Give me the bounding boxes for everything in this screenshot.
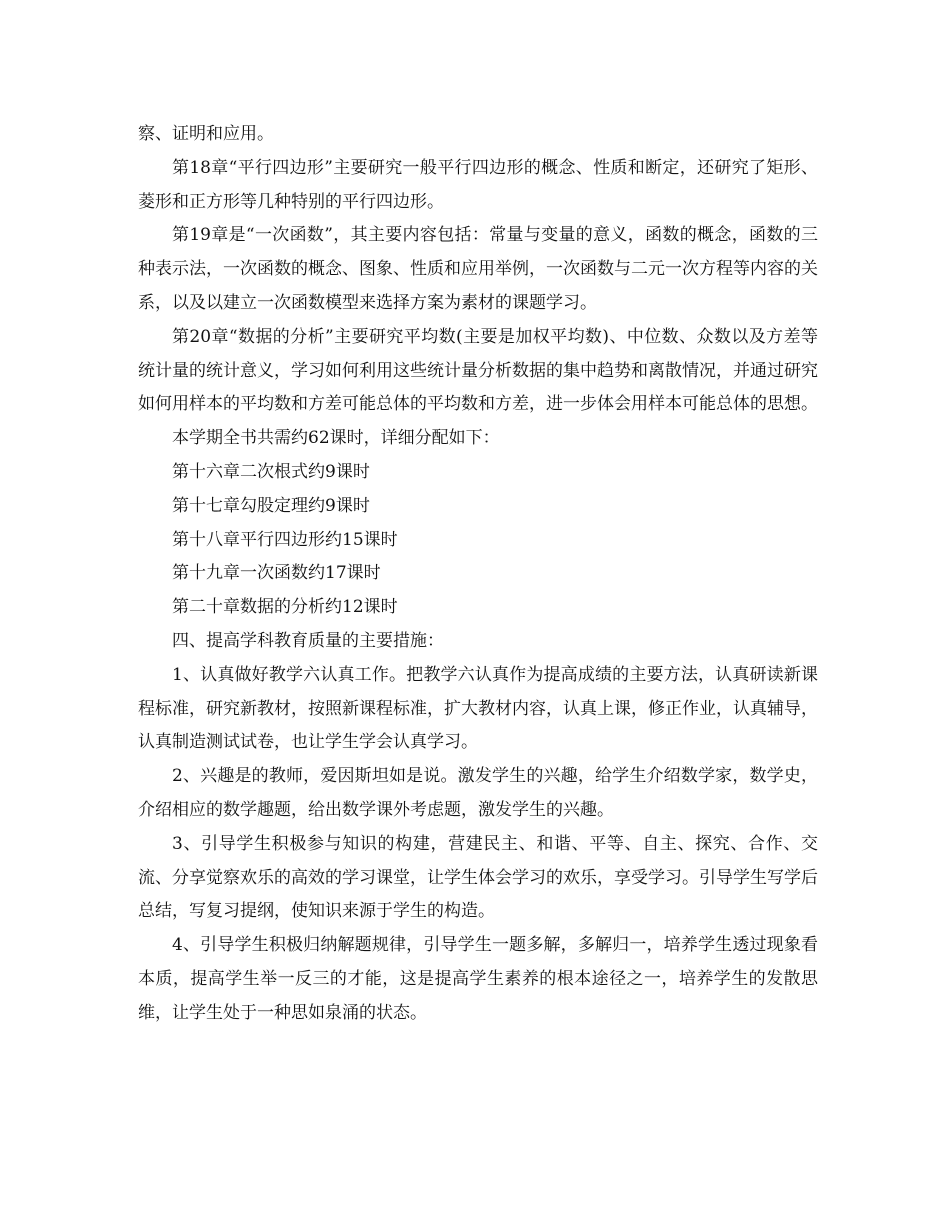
document-page	[138, 118, 818, 1031]
paragraph-chapter-20: 第20章“数据的分析”主要研究平均数(主要是加权平均数)、中位数、众数以及方差等统计量的统计意义，学习如何利用这些统计量分析数据的集中趋势和离散情况，并通过研究如何用样本的平均数和方差可能总体的平均数和方差，进一步体会用样本可能总体的思想。	[138, 326, 818, 415]
paragraph-measure-3: 3、引导学生积极参与知识的构建，营建民主、和谐、平等、自主、探究、合作、交流、分享觉察欢乐的高效的学习课堂，让学生体会学习的欢乐，享受学习。引导学生写学后总结，写复习提纲，使知识来源于学生的构造。	[138, 833, 818, 922]
paragraph-measure-1: 1、认真做好教学六认真工作。把教学六认真作为提高成绩的主要方法，认真研读新课程标准，研究新教材，按照新课程标准，扩大教材内容，认真上课，修正作业，认真辅导，认真制造测试试卷，也让学生学会认真学习。	[138, 664, 818, 753]
list-item-chapter-18-hours: 第十八章平行四边形约15课时	[172, 529, 398, 550]
list-item-chapter-19-hours: 第十九章一次函数约17课时	[172, 563, 381, 584]
list-item-chapter-17-hours: 第十七章勾股定理约9课时	[172, 495, 370, 516]
paragraph-measure-4: 4、引导学生积极归纳解题规律，引导学生一题多解，多解归一，培养学生透过现象看本质，提高学生举一反三的才能，这是提高学生素养的根本途径之一，培养学生的发散思维，让学生处于一种思如泉涌的状态。	[138, 935, 818, 1023]
paragraph-chapter-19: 第19章是“一次函数”，其主要内容包括：常量与变量的意义，函数的概念，函数的三种表示法，一次函数的概念、图象、性质和应用举例，一次函数与二元一次方程等内容的关系，以及以建立一次函数模型来选择方案为素材的课题学习。	[138, 225, 818, 313]
paragraph-chapter-18: 第18章“平行四边形”主要研究一般平行四边形的概念、性质和断定，还研究了矩形、菱形和正方形等几种特别的平行四边形。	[138, 157, 818, 212]
list-item-chapter-20-hours: 第二十章数据的分析约12课时	[172, 597, 398, 618]
paragraph-continuation: 察、证明和应用。	[138, 124, 274, 144]
section-heading-measures: 四、提高学科教育质量的主要措施：	[172, 630, 444, 651]
paragraph-measure-2: 2、兴趣是的教师，爱因斯坦如是说。激发学生的兴趣，给学生介绍数学家，数学史，介绍相应的数学趣题，给出数学课外考虑题，激发学生的兴趣。	[138, 766, 818, 820]
paragraph-hours-total: 本学期全书共需约62课时，详细分配如下：	[172, 428, 500, 449]
list-item-chapter-16-hours: 第十六章二次根式约9课时	[172, 461, 370, 482]
